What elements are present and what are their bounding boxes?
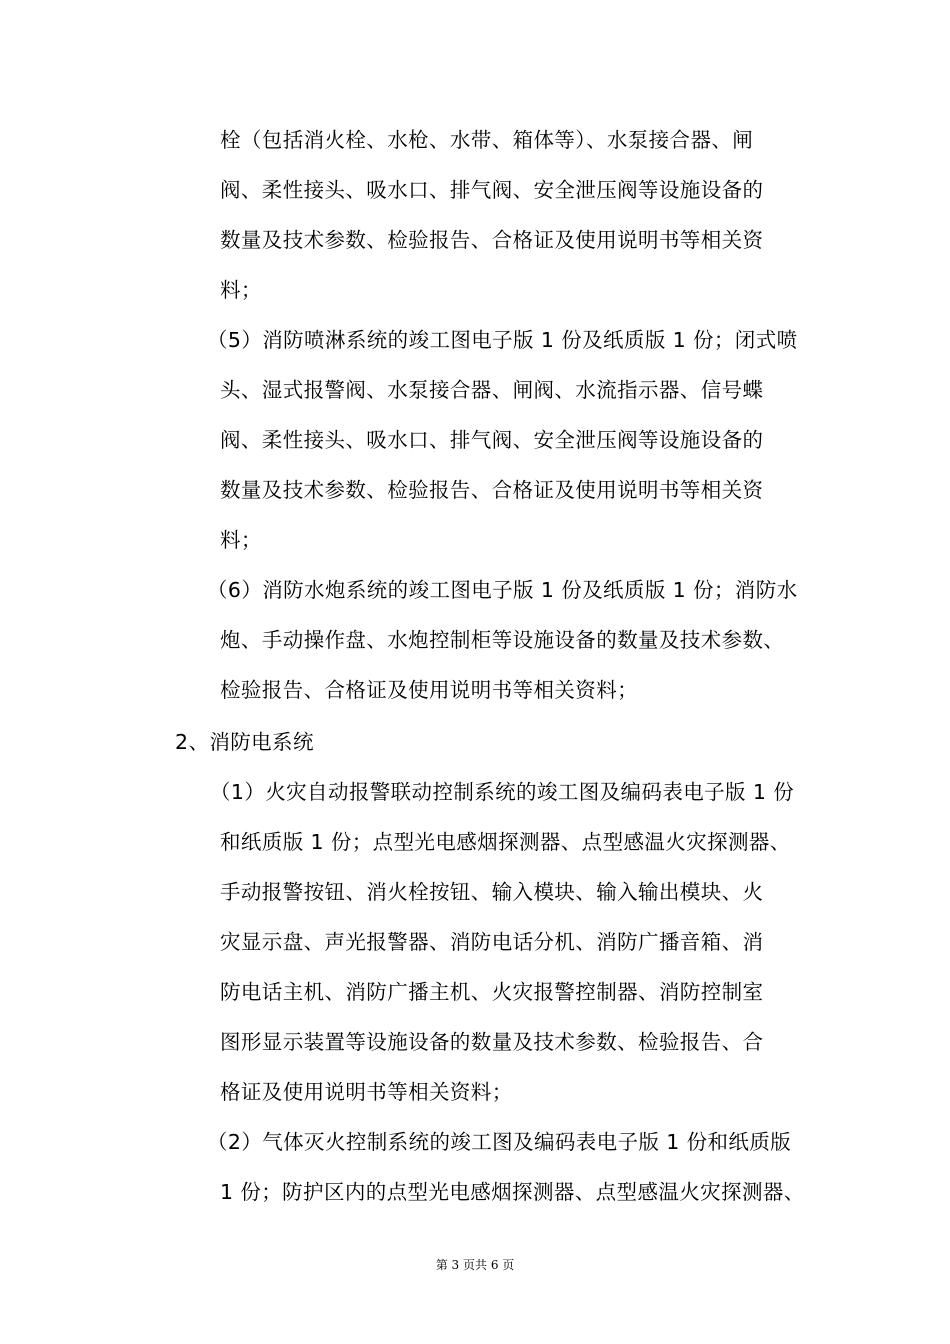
text-line: 手动报警按钮、消火栓按钮、输入模块、输入输出模块、火 [220, 880, 764, 904]
section-heading: 2、消防电系统 [175, 730, 314, 754]
text-line: 灾显示盘、声光报警器、消防电话分机、消防广播音箱、消 [220, 930, 764, 954]
list-item-heading-line: （6）消防水炮系统的竣工图电子版 1 份及纸质版 1 份；消防水 [207, 578, 798, 602]
page-footer: 第 3 页共 6 页 [435, 1258, 515, 1272]
text-line: 料； [220, 278, 262, 302]
text-line: 和纸质版 1 份；点型光电感烟探测器、点型感温火灾探测器、 [220, 830, 791, 854]
text-line: 头、湿式报警阀、水泵接合器、闸阀、水流指示器、信号蝶 [220, 378, 764, 402]
text-line: 数量及技术参数、检验报告、合格证及使用说明书等相关资 [220, 228, 764, 252]
text-line: 检验报告、合格证及使用说明书等相关资料； [220, 678, 638, 702]
list-item-heading-line: （5）消防喷淋系统的竣工图电子版 1 份及纸质版 1 份；闭式喷 [207, 328, 798, 352]
text-line: 格证及使用说明书等相关资料； [220, 1080, 513, 1104]
text-line: 数量及技术参数、检验报告、合格证及使用说明书等相关资 [220, 478, 764, 502]
text-line: 图形显示装置等设施设备的数量及技术参数、检验报告、合 [220, 1030, 764, 1054]
text-line: 料； [220, 528, 262, 552]
list-item-heading-line: （2）气体灭火控制系统的竣工图及编码表电子版 1 份和纸质版 [207, 1130, 792, 1154]
text-line: 1 份；防护区内的点型光电感烟探测器、点型感温火灾探测器、 [220, 1180, 805, 1204]
text-line: 炮、手动操作盘、水炮控制柜等设施设备的数量及技术参数、 [220, 628, 785, 652]
list-item-heading-line: （1）火灾自动报警联动控制系统的竣工图及编码表电子版 1 份 [210, 780, 795, 804]
text-line: 阀、柔性接头、吸水口、排气阀、安全泄压阀等设施设备的 [220, 178, 764, 202]
text-line: 防电话主机、消防广播主机、火灾报警控制器、消防控制室 [220, 980, 764, 1004]
text-line: 栓（包括消火栓、水枪、水带、箱体等）、水泵接合器、闸 [220, 128, 754, 152]
text-line: 阀、柔性接头、吸水口、排气阀、安全泄压阀等设施设备的 [220, 428, 764, 452]
